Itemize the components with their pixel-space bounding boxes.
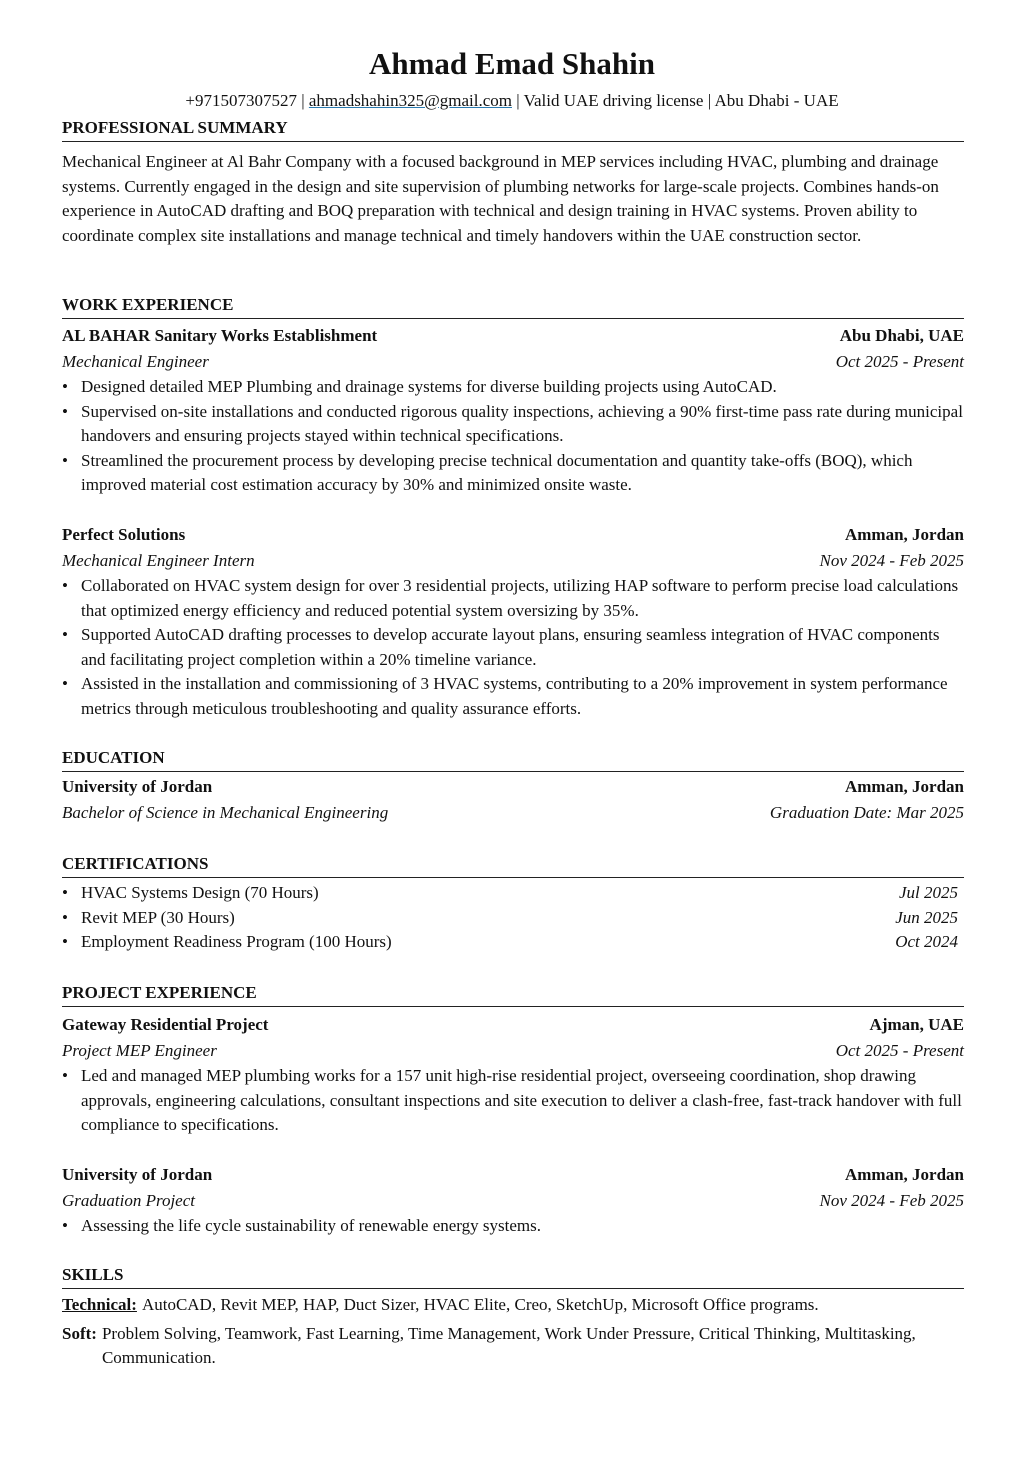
certification-item [62,881,964,906]
work-title: WORK EXPERIENCE [62,294,964,319]
project-name: University of Jordan [62,1165,213,1184]
soft-skills-text: Problem Solving, Teamwork, Fast Learning, Time Management, Work Under Pressure, Critical Thinking, Multitasking, Communication. [101,1323,916,1368]
technical-skills [62,1293,964,1318]
bullet-item: • Streamlined the procurement process by developing precise technical documentation and quantity take-offs (BOQ), which improved material cost estimation accuracy by 30% and minimized onsite waste. [62,449,964,498]
soft-skills [62,1322,964,1371]
technical-label: Technical: [62,1295,137,1314]
work-section [62,294,964,319]
skills-section [62,1264,964,1371]
bullet-item: • Led and managed MEP plumbing works for a 157 unit high-rise residential project, overseeing coordination, shop drawing approvals, engineering calculations, consultant inspections and site execution to deliver a clash-free, fast-track handover with full compliance to specifications. [62,1064,964,1138]
soft-label: Soft: [62,1323,97,1343]
certification-date: Jun 2025 [895,907,958,927]
candidate-name: Ahmad Emad Shahin [368,46,655,81]
company-name: AL BAHAR Sanitary Works Establishment [62,326,378,345]
project-entry [62,1012,964,1138]
certification-item [62,906,964,931]
project-bullets [62,1064,964,1138]
job-dates: Nov 2024 - Feb 2025 [819,551,964,570]
education-section [62,747,964,826]
job-location: Amman, Jordan [844,525,964,544]
location: Abu Dhabi - UAE [714,91,839,110]
graduation-date: Graduation Date: Mar 2025 [769,803,964,822]
certification-list [62,881,964,955]
job-bullets [62,574,964,722]
project-name: Gateway Residential Project [62,1015,269,1034]
school-location: Amman, Jordan [844,777,964,796]
certification-name: • Employment Readiness Program (100 Hours) [81,932,392,952]
skills-title: SKILLS [62,1264,964,1289]
certification-name: • HVAC Systems Design (70 Hours) [81,883,319,902]
bullet-item: • Supervised on-site installations and conducted rigorous quality inspections, achieving a 90% first-time pass rate during municipal handovers and ensuring projects stayed within technical specifications. [62,400,964,449]
school-name: University of Jordan [62,777,213,796]
contact-line: +971507307527 | ahmadshahin325@gmail.com | Valid UAE driving license | Abu Dhabi - UAE [185,91,839,110]
bullet-item: • Assessing the life cycle sustainability of renewable energy systems. [62,1214,964,1239]
project-role: Graduation Project [62,1191,195,1210]
technical-skills-text: AutoCAD, Revit MEP, HAP, Duct Sizer, HVAC Elite, Creo, SketchUp, Microsoft Office programs. [141,1295,819,1314]
project-location: Amman, Jordan [844,1165,964,1184]
certification-date: Jul 2025 [898,883,958,902]
certifications-title: CERTIFICATIONS [62,853,964,878]
education-title: EDUCATION [62,747,964,772]
project-entry [62,1162,964,1239]
job-role: Mechanical Engineer Intern [62,551,255,570]
bullet-item: • Designed detailed MEP Plumbing and drainage systems for diverse building projects using AutoCAD. [62,375,964,400]
certifications-section [62,853,964,955]
certification-name: • Revit MEP (30 Hours) [81,907,235,927]
degree: Bachelor of Science in Mechanical Engineering [62,803,389,822]
job-role: Mechanical Engineer [62,352,209,371]
job-bullets [62,375,964,498]
certification-item [62,930,964,955]
project-dates: Oct 2025 - Present [835,1041,964,1060]
summary-text: Mechanical Engineer at Al Bahr Company with a focused background in MEP services including HVAC, plumbing and drainage systems. Currently engaged in the design and site supervision of plumbing networks for large-scale projects. Combines hands-on experience in AutoCAD drafting and BOQ preparation with technical and design training in HVAC systems. Proven ability to coordinate complex site installations and manage technical and timely handovers within the UAE construction sector. [62,152,939,245]
phone-number: +971507307527 [185,91,297,110]
job-dates: Oct 2025 - Present [835,352,964,371]
projects-title: PROJECT EXPERIENCE [62,982,964,1007]
project-dates: Nov 2024 - Feb 2025 [819,1191,964,1210]
email-link[interactable]: ahmadshahin325@gmail.com [308,91,512,110]
bullet-item: • Collaborated on HVAC system design for over 3 residential projects, utilizing HAP software to perform precise load calculations that optimized energy efficiency and reduced potential system oversizing by 35%. [62,574,964,623]
job-location: Abu Dhabi, UAE [839,326,964,345]
bullet-item: • Assisted in the installation and commissioning of 3 HVAC systems, contributing to a 20% improvement in system performance metrics through meticulous troubleshooting and quality assurance efforts. [62,672,964,721]
project-bullets [62,1214,964,1239]
project-location: Ajman, UAE [869,1015,964,1034]
project-role: Project MEP Engineer [62,1041,217,1060]
bullet-item: • Supported AutoCAD drafting processes to develop accurate layout plans, ensuring seamless integration of HVAC components and facilitating project completion within a 20% timeline variance. [62,623,964,672]
job-entry [62,323,964,498]
driving-license: Valid UAE driving license [523,91,704,110]
certification-date: Oct 2024 [895,932,958,952]
job-entry [62,522,964,722]
summary-title: PROFESSIONAL SUMMARY [62,117,964,142]
projects-section [62,982,964,1007]
summary-section [62,117,964,248]
company-name: Perfect Solutions [62,525,186,544]
